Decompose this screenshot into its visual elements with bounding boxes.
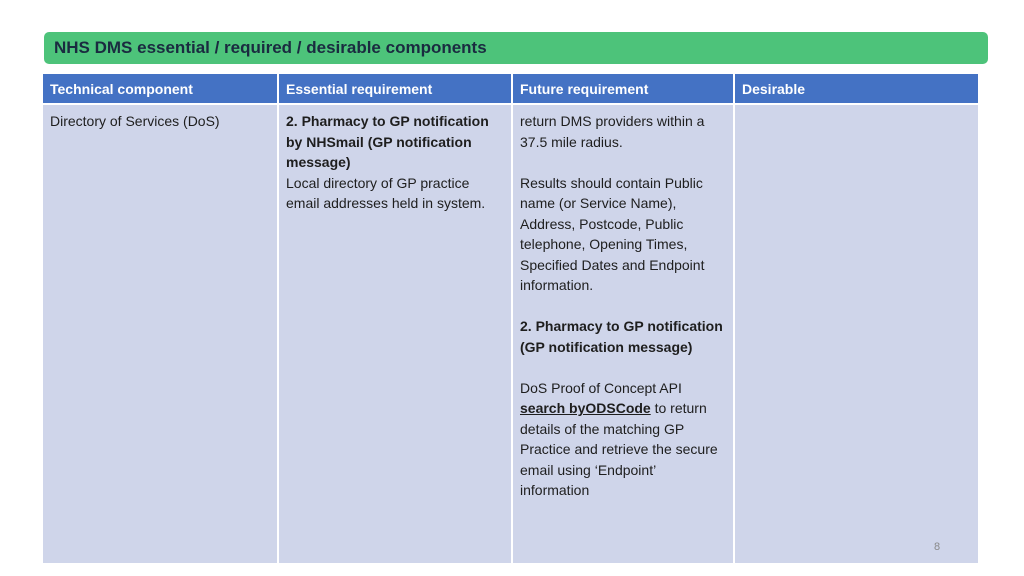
future-para-radius: return DMS providers within a 37.5 mile radius. <box>520 113 705 150</box>
cell-essential-requirement <box>278 104 512 563</box>
future-para-results: Results should contain Public name (or Service Name), Address, Postcode, Public telephone, Opening Times, Specified Dates and Endpoint information. <box>520 174 705 293</box>
table-header-row <box>43 74 978 104</box>
header-technical-component: Technical component <box>43 74 278 104</box>
slide-title: NHS DMS essential / required / desirable components <box>44 32 988 64</box>
header-essential-requirement: Essential requirement <box>278 74 512 104</box>
search-by-odscode-link[interactable]: search byODSCode <box>520 400 651 416</box>
future-para-api <box>520 378 726 501</box>
essential-body: Local directory of GP practice email addresses held in system. <box>286 174 486 211</box>
page-number: 8 <box>934 541 941 553</box>
cell-future-requirement <box>512 104 734 563</box>
cell-technical-component <box>43 104 278 563</box>
cell-desirable <box>734 104 978 563</box>
header-desirable: Desirable <box>734 74 978 104</box>
essential-heading: 2. Pharmacy to GP notification by NHSmail (GP notification message) <box>286 113 489 170</box>
requirements-table <box>43 74 978 563</box>
component-name: Directory of Services (DoS) <box>50 113 220 129</box>
table-row <box>43 104 978 563</box>
future-heading: 2. Pharmacy to GP notification (GP notification message) <box>520 318 723 355</box>
future-api-suffix: to return details of the matching GP Practice and retrieve the secure email using ‘Endpoint’ information <box>520 400 718 498</box>
future-api-prefix: DoS Proof of Concept API <box>520 379 682 396</box>
header-future-requirement: Future requirement <box>512 74 734 104</box>
